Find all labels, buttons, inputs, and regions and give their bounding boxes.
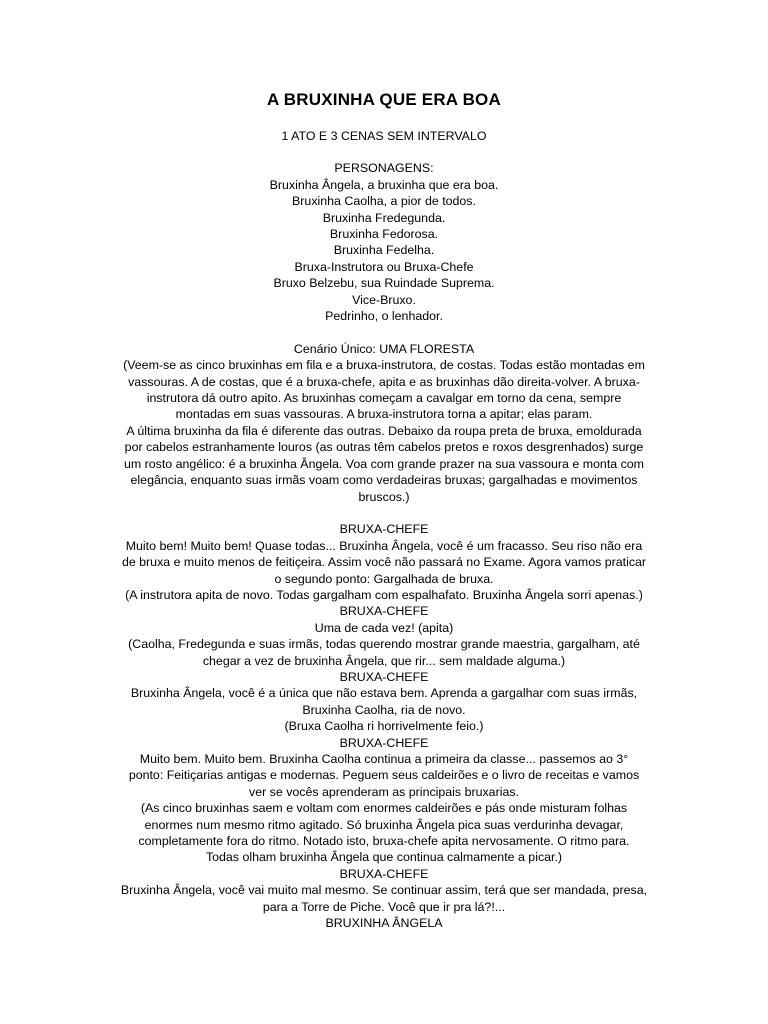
stage-direction-line: Todas olham bruxinha Ângela que continua calmamente a picar.) [205, 850, 563, 865]
dialogue-line: ponto: Feitiçarias antigas e modernas. Peguem seus caldeirões e o livro de receitas e vamos [128, 768, 640, 783]
character-item: Bruxinha Fedelha. [333, 243, 435, 258]
stage-direction-line: completamente fora do ritmo. Notado isto, bruxa-chefe apita nervosamente. O ritmo para. [138, 834, 630, 849]
stage-direction-line: (Veem-se as cinco bruxinhas em fila e a bruxa-instrutora, de costas. Todas estão montadas em [123, 358, 645, 373]
stage-direction-line: (Caolha, Fredegunda e suas irmãs, todas querendo mostrar grande maestria, gargalham, até [128, 637, 640, 652]
dialogue-line: Bruxinha Ângela, você é a única que não estava bem. Aprenda a gargalhar com suas irmãs, [130, 686, 638, 701]
stage-direction-line: montadas em suas vassouras. A bruxa-instrutora torna a apitar; elas param. [175, 407, 593, 422]
speaker-name: BRUXA-CHEFE [339, 866, 429, 881]
spacer [108, 505, 660, 521]
dialogue-section [108, 521, 660, 931]
stage-direction-line: vassouras. A de costas, que é a bruxa-chefe, apita e as bruxinhas dão direita-volver. A bruxa- [128, 374, 640, 389]
setting-section [108, 341, 660, 505]
stage-direction-line: (Bruxa Caolha ri horrivelmente feio.) [284, 719, 484, 734]
stage-direction-line: por cabelos estranhamente louros (as outras têm cabelos pretos e roxos desgrenhados) surge [124, 440, 644, 455]
stage-direction-line: chegar a vez de bruxinha Ângela, que rir... sem maldade alguma.) [202, 653, 566, 668]
speaker-name: BRUXA-CHEFE [339, 735, 429, 750]
stage-direction-line: bruscos.) [358, 489, 410, 504]
character-item: Vice-Bruxo. [352, 292, 416, 307]
dialogue-line: Muito bem. Muito bem. Bruxinha Caolha continua a primeira da classe... passemos ao 3° [139, 752, 629, 766]
dialogue-line: Uma de cada vez! (apita) [314, 620, 454, 635]
stage-direction-line: (As cinco bruxinhas saem e voltam com enormes caldeirões e pás onde misturam folhas [140, 801, 628, 816]
setting-heading: Cenário Único: UMA FLORESTA [293, 341, 475, 356]
script-page [108, 88, 660, 931]
dialogue-line: o segundo ponto: Gargalhada de bruxa. [274, 571, 494, 586]
dialogue-line: para a Torre de Piche. Você que ir pra lá?!... [262, 899, 506, 914]
stage-direction-line: instrutora dá outro apito. As bruxinhas começam a cavalgar em torno da cena, sempre [146, 391, 622, 406]
stage-direction-line: enormes num mesmo ritmo agitado. Só bruxinha Ângela pica suas verdurinha devagar, [144, 817, 624, 832]
character-item: Bruxa-Instrutora ou Bruxa-Chefe [294, 259, 474, 274]
character-item: Bruxinha Ângela, a bruxinha que era boa. [269, 177, 499, 192]
character-item: Bruxinha Fredegunda. [322, 210, 446, 225]
character-item: Bruxo Belzebu, sua Ruindade Suprema. [273, 276, 495, 291]
characters-section [108, 160, 660, 324]
speaker-name: BRUXINHA ÂNGELA [325, 916, 443, 931]
speaker-name: BRUXA-CHEFE [339, 604, 429, 619]
dialogue-line: Muito bem! Muito bem! Quase todas... Bruxinha Ângela, você é um fracasso. Seu riso não era [125, 538, 643, 553]
speaker-name: BRUXA-CHEFE [339, 669, 429, 684]
stage-direction-line: um rosto angélico: é a bruxinha Ângela. Voa com grande prazer na sua vassoura e monta com [123, 456, 645, 471]
dialogue-line: Bruxinha Ângela, você vai muito mal mesmo. Se continuar assim, terá que ser mandada, presa, [120, 883, 648, 898]
characters-heading: PERSONAGENS: [334, 161, 434, 176]
character-item: Bruxinha Fedorosa. [329, 227, 439, 242]
document-title: A BRUXINHA QUE ERA BOA [267, 90, 501, 109]
speaker-name: BRUXA-CHEFE [339, 522, 429, 537]
document-subtitle: 1 ATO E 3 CENAS SEM INTERVALO [281, 129, 487, 143]
spacer [108, 324, 660, 340]
character-item: Pedrinho, o lenhador. [325, 309, 443, 324]
dialogue-line: Bruxinha Caolha, ria de novo. [302, 702, 466, 717]
stage-direction-line: (A instrutora apita de novo. Todas gargalham com espalhafato. Bruxinha Ângela sorri apenas.) [125, 587, 643, 602]
dialogue-line: ver se vocês aprenderam as principais bruxarias. [249, 784, 519, 799]
stage-direction-line: elegância, enquanto suas irmãs voam como verdadeiras bruxas; gargalhadas e movimentos [130, 473, 638, 488]
stage-direction-line: A última bruxinha da fila é diferente das outras. Debaixo da roupa preta de bruxa, emoldurada [126, 423, 642, 438]
character-item: Bruxinha Caolha, a pior de todos. [292, 194, 476, 209]
dialogue-line: de bruxa e muito menos de feitiçeira. Assim você não passará no Exame. Agora vamos praticar [121, 555, 647, 570]
